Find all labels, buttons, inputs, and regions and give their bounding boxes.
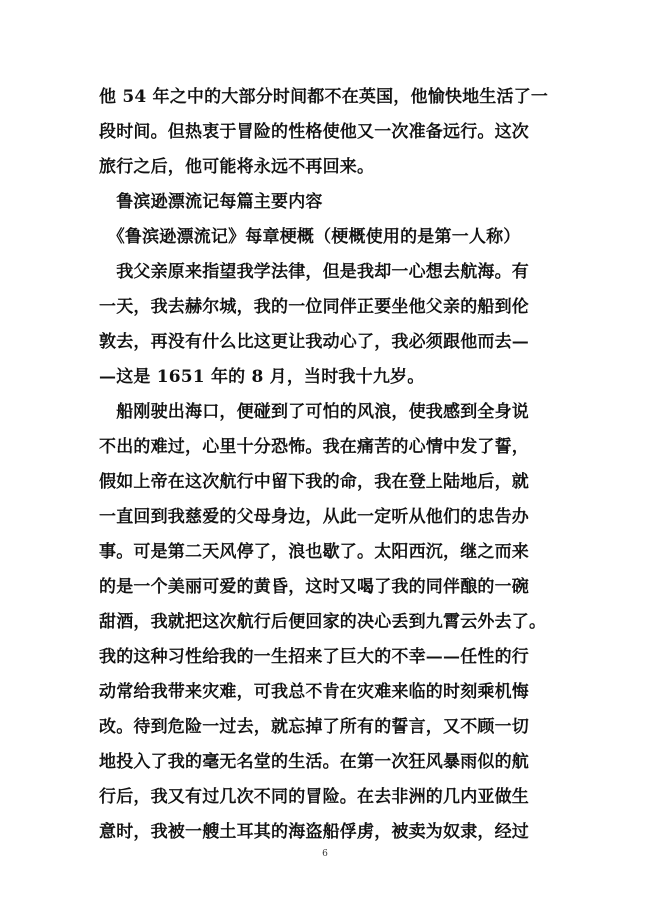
text-line: 意时，我被一艘土耳其的海盗船俘虏，被卖为奴隶，经过 [99, 822, 529, 842]
text-line: 不出的难过，心里十分恐怖。我在痛苦的心情中发了誓， [99, 437, 529, 457]
text-line: 船刚驶出海口，便碰到了可怕的风浪，使我感到全身说 [99, 402, 529, 422]
text-line: 甜酒，我就把这次航行后便回家的决心丢到九霄云外去了。 [99, 612, 547, 632]
page-number: 6 [322, 849, 328, 859]
text-line: 他 54 年之中的大部分时间都不在英国，他愉快地生活了一 [99, 87, 549, 107]
text-line: 旅行之后，他可能将永远不再回来。 [99, 157, 375, 177]
text-line: 一天，我去赫尔城，我的一位同伴正要坐他父亲的船到伦 [99, 297, 529, 317]
section-subheading: 《鲁滨逊漂流记》每章梗概（梗概使用的是第一人称） [99, 227, 521, 247]
text-line: 事。可是第二天风停了，浪也歇了。太阳西沉，继之而来 [99, 542, 529, 562]
text-line: 段时间。但热衷于冒险的性格使他又一次准备远行。这次 [99, 122, 529, 142]
text-line: 一直回到我慈爱的父母身边，从此一定听从他们的忠告办 [99, 507, 529, 527]
text-line: 地投入了我的毫无名堂的生活。在第一次狂风暴雨似的航 [99, 752, 529, 772]
text-line: —这是 1651 年的 8 月，当时我十九岁。 [99, 367, 425, 387]
text-line: 我的这种习性给我的一生招来了巨大的不幸——任性的行 [99, 647, 529, 667]
text-line: 假如上帝在这次航行中留下我的命，我在登上陆地后，就 [99, 472, 529, 492]
text-line: 行后，我又有过几次不同的冒险。在去非洲的几内亚做生 [99, 787, 529, 807]
text-line: 改。待到危险一过去，就忘掉了所有的誓言，又不顾一切 [99, 717, 529, 737]
section-heading: 鲁滨逊漂流记每篇主要内容 [99, 192, 323, 212]
text-line: 我父亲原来指望我学法律，但是我却一心想去航海。有 [99, 262, 529, 282]
text-line: 敦去，再没有什么比这更让我动心了，我必须跟他而去— [99, 332, 529, 352]
text-line: 动常给我带来灾难，可我总不肯在灾难来临的时刻乘机悔 [99, 682, 529, 702]
text-line: 的是一个美丽可爱的黄昏，这时又喝了我的同伴酿的一碗 [99, 577, 529, 597]
